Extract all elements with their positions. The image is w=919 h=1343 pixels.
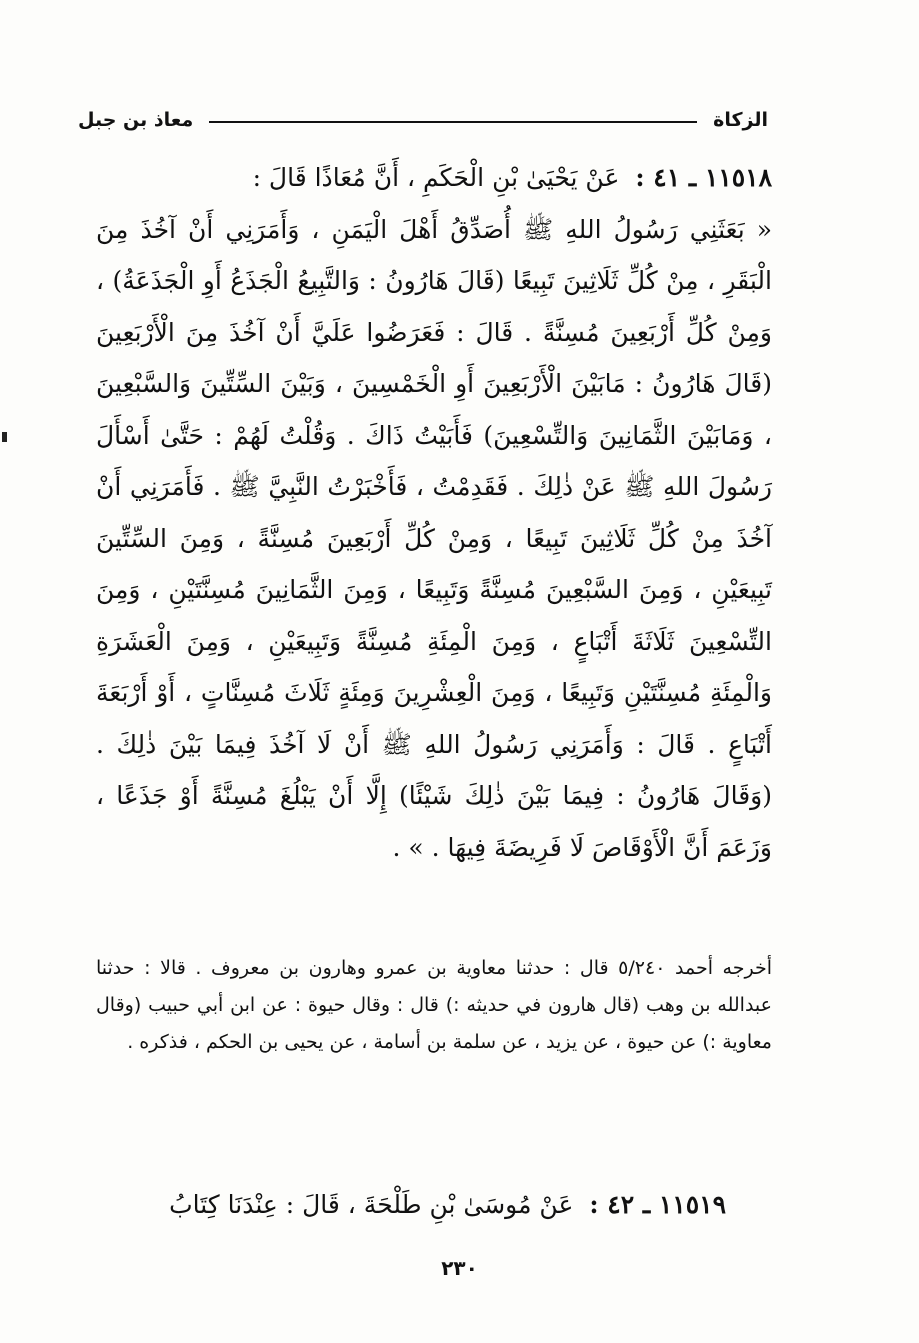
scan-margin-mark	[2, 432, 7, 442]
hadith-number: ١١٥١٨ ـ ٤١ :	[635, 163, 772, 192]
next-hadith-number: ١١٥١٩ ـ ٤٢ :	[589, 1190, 726, 1219]
hadith-heading	[96, 152, 772, 204]
page-number: ٢٣٠	[441, 1256, 478, 1280]
hadith-block	[96, 152, 772, 873]
next-hadith-text: عَنْ مُوسَىٰ بْنِ طَلْحَةَ ، قَالَ : عِنْدَنَا كِتَابُ	[169, 1190, 574, 1219]
hadith-text: « بَعَثَنِي رَسُولُ اللهِ ﷺ أُصَدِّقُ أَهْلَ الْيَمَنِ ، وَأَمَرَنِي أَنْ آخُذَ مِنَ الْبَقَرِ ، مِنْ كُلِّ ثَلَاثِينَ تَبِيعًا (قَالَ هَارُونُ : وَالتَّبِيعُ الْجَذَعُ أَوِ الْجَذَعَةُ) ، وَمِنْ كُلِّ أَرْبَعِينَ مُسِنَّةً . قَالَ : فَعَرَضُوا عَلَيَّ أَنْ آخُذَ مِنَ الْأَرْبَعِينَ (قَالَ هَارُونُ : مَابَيْنَ الْأَرْبَعِينَ أَوِ الْخَمْسِينَ ، وَبَيْنَ السِّتِّينَ وَالسَّبْعِينَ ، وَمَابَيْنَ الثَّمَانِينَ وَالتِّسْعِينَ) فَأَبَيْتُ ذَاكَ . وَقُلْتُ لَهُمْ : حَتَّىٰ أَسْأَلَ رَسُولَ اللهِ ﷺ عَنْ ذٰلِكَ . فَقَدِمْتُ ، فَأَخْبَرْتُ النَّبِيَّ ﷺ . فَأَمَرَنِي أَنْ آخُذَ مِنْ كُلِّ ثَلَاثِينَ تَبِيعًا ، وَمِنْ كُلِّ أَرْبَعِينَ مُسِنَّةً ، وَمِنَ السِّتِّينَ تَبِيعَيْنِ ، وَمِنَ السَّبْعِينَ مُسِنَّةً وَتَبِيعًا ، وَمِنَ الثَّمَانِينَ مُسِنَّتَيْنِ ، وَمِنَ التِّسْعِينَ ثَلَاثَةَ أَتْبَاعٍ ، وَمِنَ الْمِئَةِ مُسِنَّةً وَتَبِيعَيْنِ ، وَمِنَ الْعَشَرَةِ وَالْمِئَةِ مُسِنَّتَيْنِ وَتَبِيعًا ، وَمِنَ الْعِشْرِينَ وَمِئَةٍ ثَلَاثَ مُسِنَّاتٍ ، أَوْ أَرْبَعَةَ أَتْبَاعٍ . قَالَ : وَأَمَرَنِي رَسُولُ اللهِ ﷺ أَنْ لَا آخُذَ فِيمَا بَيْنَ ذٰلِكَ . (وَقَالَ هَارُونُ : فِيمَا بَيْنَ ذٰلِكَ شَيْئًا) إِلَّا أَنْ يَبْلُغَ مُسِنَّةً أَوْ جَذَعًا ، وَزَعَمَ أَنَّ الْأَوْقَاصَ لَا فَرِيضَةَ فِيهَا . » .	[96, 214, 772, 862]
footnote-takhrij: أخرجه أحمد ٥/٢٤٠ قال : حدثنا معاوية بن عمرو وهارون بن معروف . قالا : حدثنا عبدالله بن وهب (قال هارون في حديثه :) قال : وقال حيوة : عن ابن أبي حبيب (وقال معاوية :) عن حيوة ، عن يزيد ، عن سلمة بن أسامة ، عن يحيى بن الحكم ، فذكره .	[96, 957, 772, 1053]
next-hadith	[96, 1185, 726, 1225]
hadith-isnad: عَنْ يَحْيَىٰ بْنِ الْحَكَمِ ، أَنَّ مُعَاذًا قَالَ :	[252, 163, 620, 192]
header-author-name: معاذ بن جبل	[78, 109, 194, 131]
header-rule	[209, 121, 697, 123]
running-header	[78, 100, 768, 140]
header-section-title: الزكاة	[713, 109, 768, 131]
